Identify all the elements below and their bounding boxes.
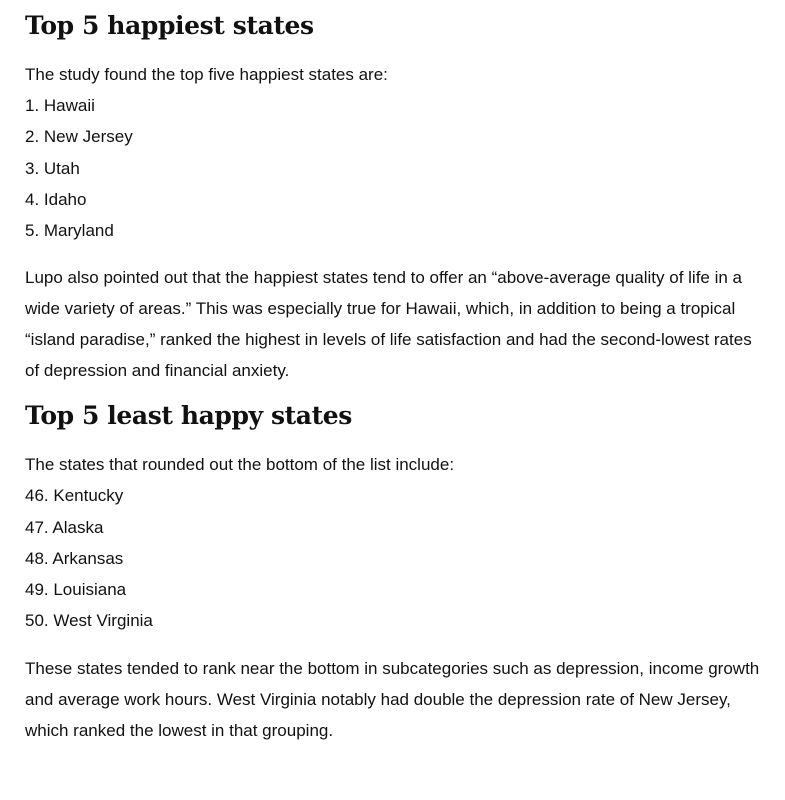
least-happy-states-list [25, 480, 765, 636]
list-item: 4. Idaho [25, 189, 87, 209]
list-item: 1. Hawaii [25, 96, 95, 115]
happiest-states-list [25, 90, 765, 246]
happiest-states-heading: Top 5 happiest states [25, 11, 314, 40]
list-item: 2. New Jersey [25, 127, 133, 147]
happiest-states-paragraph: Lupo also pointed out that the happiest states tend to offer an “above-average quality of life in a wide variety of areas.” This was especially true for Hawaii, which, in addition to being a tropical “island paradise,” ranked the highest in levels of life satisfaction and had the second-lowest rates of depression and financial anxiety. [25, 268, 752, 381]
least-happy-states-paragraph: These states tended to rank near the bottom in subcategories such as depression, income growth and average work hours. West Virginia notably had double the depression rate of New Jersey, which ranked the lowest in that grouping. [25, 658, 760, 740]
list-item: 46. Kentucky [25, 486, 124, 506]
list-item: 48. Arkansas [25, 548, 124, 568]
happiest-states-intro: The study found the top five happiest states are: [25, 65, 388, 84]
list-item: 50. West Virginia [25, 611, 153, 631]
list-item: 49. Louisiana [25, 580, 127, 599]
least-happy-states-heading: Top 5 least happy states [25, 401, 352, 431]
list-item: 5. Maryland [25, 221, 114, 240]
least-happy-states-intro: The states that rounded out the bottom of the list include: [25, 455, 455, 475]
list-item: 3. Utah [25, 158, 80, 178]
list-item: 47. Alaska [25, 517, 104, 537]
